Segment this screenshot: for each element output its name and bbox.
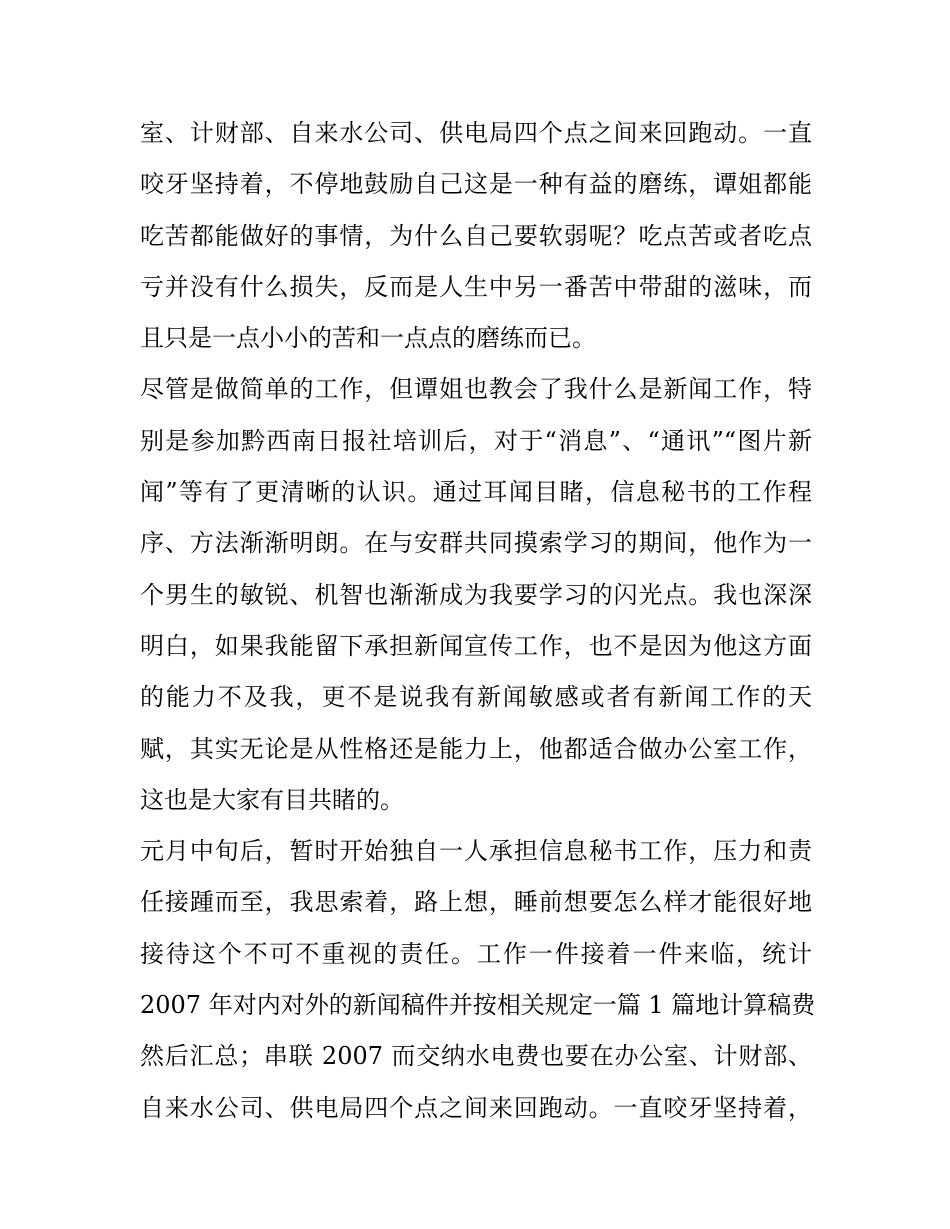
text-line: 任接踵而至，我思索着，路上想，睡前想要怎么样才能很好地: [140, 888, 812, 917]
text-line: 明白，如果我能留下承担新闻宣传工作，也不是因为他这方面: [140, 631, 812, 660]
text-line: 赋，其实无论是从性格还是能力上，他都适合做办公室工作，: [140, 734, 812, 763]
text-line: 吃苦都能做好的事情，为什么自己要软弱呢？吃点苦或者吃点: [140, 221, 812, 250]
text-line: 且只是一点小小的苦和一点点的磨练而已。: [140, 324, 596, 353]
text-line: 2007 年对内对外的新闻稿件并按相关规定一篇 1 篇地计算稿费: [140, 991, 816, 1020]
text-line: 亏并没有什么损失，反而是人生中另一番苦中带甜的滋味，而: [140, 272, 812, 301]
text-line: 自来水公司、供电局四个点之间来回跑动。一直咬牙坚持着，: [140, 1093, 812, 1122]
text-line: 元月中旬后，暂时开始独自一人承担信息秘书工作，压力和责: [140, 837, 812, 866]
text-line: 别是参加黔西南日报社培训后，对于“消息”、“通讯”“图片新: [140, 426, 812, 455]
text-line: 闻”等有了更清晰的认识。通过耳闻目睹，信息秘书的工作程: [140, 478, 812, 507]
text-line: 个男生的敏锐、机智也渐渐成为我要学习的闪光点。我也深深: [140, 580, 812, 609]
text-line: 室、计财部、自来水公司、供电局四个点之间来回跑动。一直: [140, 119, 812, 147]
text-line: 的能力不及我，更不是说我有新闻敏感或者有新闻工作的天: [140, 683, 812, 712]
text-line: 序、方法渐渐明朗。在与安群共同摸索学习的期间，他作为一: [140, 529, 812, 558]
text-line: 这也是大家有目共睹的。: [140, 785, 404, 814]
text-line: 咬牙坚持着，不停地鼓励自己这是一种有益的磨练，谭姐都能: [140, 170, 812, 199]
text-line: 接待这个不可不重视的责任。工作一件接着一件来临，统计: [140, 939, 812, 968]
text-line: 尽管是做简单的工作，但谭姐也教会了我什么是新闻工作，特: [140, 375, 812, 404]
document-body: [140, 108, 816, 1134]
text-line: 然后汇总；串联 2007 而交纳水电费也要在办公室、计财部、: [140, 1042, 812, 1071]
